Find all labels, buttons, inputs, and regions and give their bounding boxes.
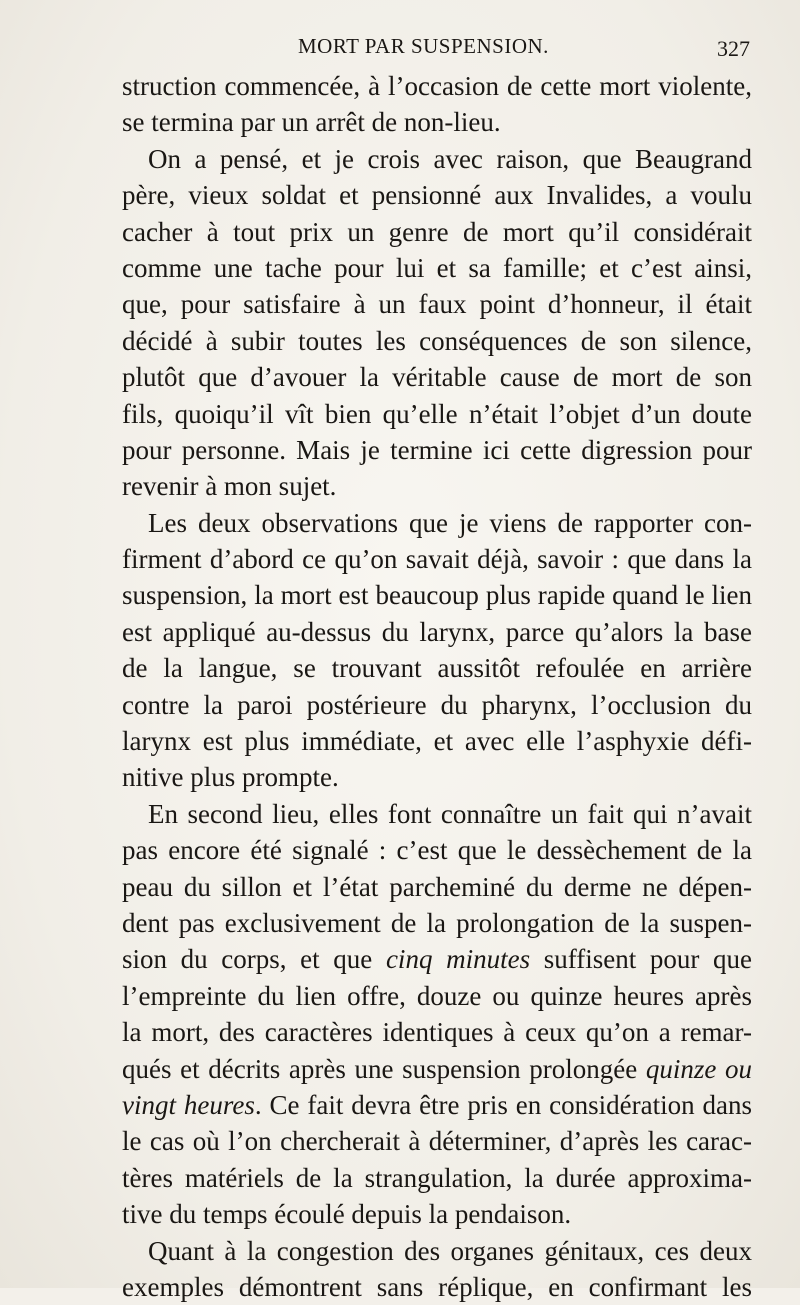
text-line: firment d’abord ce qu’on savait déjà, savoir : que dans la bbox=[122, 544, 752, 575]
text-line: de la langue, se trouvant aussitôt refoulée en arrière bbox=[122, 653, 752, 684]
text-line: la mort, des caractères identiques à ceux qu’on a remar- bbox=[122, 1017, 752, 1048]
text-line: l’empreinte du lien offre, douze ou quinze heures après bbox=[122, 980, 752, 1011]
text-line: contre la paroi postérieure du pharynx, l’occlusion du bbox=[122, 689, 752, 720]
text-line: pas encore été signalé : c’est que le dessèchement de la bbox=[122, 835, 752, 866]
text-line: tères matériels de la strangulation, la durée approxima- bbox=[122, 1162, 752, 1193]
text-line: fils, quoiqu’il vît bien qu’elle n’était l’objet d’un doute bbox=[122, 398, 752, 429]
italic-phrase: quinze ou bbox=[645, 1053, 752, 1084]
text-line: tive du temps écoulé depuis la pendaison. bbox=[122, 1199, 572, 1230]
text-line: Quant à la congestion des organes génitaux, ces deux bbox=[148, 1235, 752, 1266]
text-line: que, pour satisfaire à un faux point d’honneur, il était bbox=[122, 289, 752, 320]
text-line: comme une tache pour lui et sa famille; et c’est ainsi, bbox=[122, 252, 752, 283]
text-line: peau du sillon et l’état parcheminé du derme ne dépen- bbox=[122, 871, 752, 902]
text-line: nitive plus prompte. bbox=[122, 762, 339, 793]
text-line: suspension, la mort est beaucoup plus rapide quand le lien bbox=[122, 580, 752, 611]
text-line: le cas où l’on chercherait à déterminer, d’après les carac- bbox=[122, 1126, 752, 1157]
text-line: exemples démontrent sans réplique, en confirmant les bbox=[122, 1271, 752, 1302]
text-line: plutôt que d’avouer la véritable cause de mort de son bbox=[122, 362, 752, 393]
italic-phrase: cinq minutes bbox=[385, 944, 531, 975]
text-run: suffisent pour que bbox=[543, 944, 752, 975]
text-line: dent pas exclusivement de la prolongation de la suspen- bbox=[122, 907, 752, 938]
text-run: . Ce fait devra être pris en considération dans bbox=[254, 1089, 752, 1120]
text-run: qués et décrits après une suspension prolongée bbox=[122, 1053, 638, 1084]
text-line: se termina par un arrêt de non-lieu. bbox=[122, 107, 501, 138]
text-line bbox=[122, 1051, 752, 1087]
running-head: MORT PAR SUSPENSION. bbox=[298, 34, 549, 58]
text-line: revenir à mon sujet. bbox=[122, 471, 337, 502]
text-line: Les deux observations que je viens de rapporter con- bbox=[148, 507, 752, 538]
text-line: cacher à tout prix un genre de mort qu’il considérait bbox=[122, 216, 752, 247]
text-line: struction commencée, à l’occasion de cette mort violente, bbox=[122, 71, 752, 101]
text-line: père, vieux soldat et pensionné aux Invalides, a voulu bbox=[122, 180, 752, 211]
page-header bbox=[122, 34, 752, 64]
text-line: pour personne. Mais je termine ici cette digression pour bbox=[122, 434, 752, 465]
page-number: 327 bbox=[717, 36, 750, 61]
text-line: larynx est plus immédiate, et avec elle l’asphyxie défi- bbox=[122, 726, 752, 757]
text-line: On a pensé, et je crois avec raison, que Beaugrand bbox=[148, 143, 752, 174]
text-run: sion du corps, et que bbox=[122, 944, 373, 975]
text-line: est appliqué au-dessus du larynx, parce qu’alors la base bbox=[122, 616, 752, 647]
body-text bbox=[122, 68, 752, 1305]
text-line: En second lieu, elles font connaître un fait qui n’avait bbox=[148, 798, 752, 829]
text-line bbox=[122, 941, 752, 977]
italic-phrase: vingt heures bbox=[122, 1089, 255, 1120]
text-line: décidé à subir toutes les conséquences de son silence, bbox=[122, 325, 752, 356]
text-line bbox=[122, 1087, 752, 1123]
